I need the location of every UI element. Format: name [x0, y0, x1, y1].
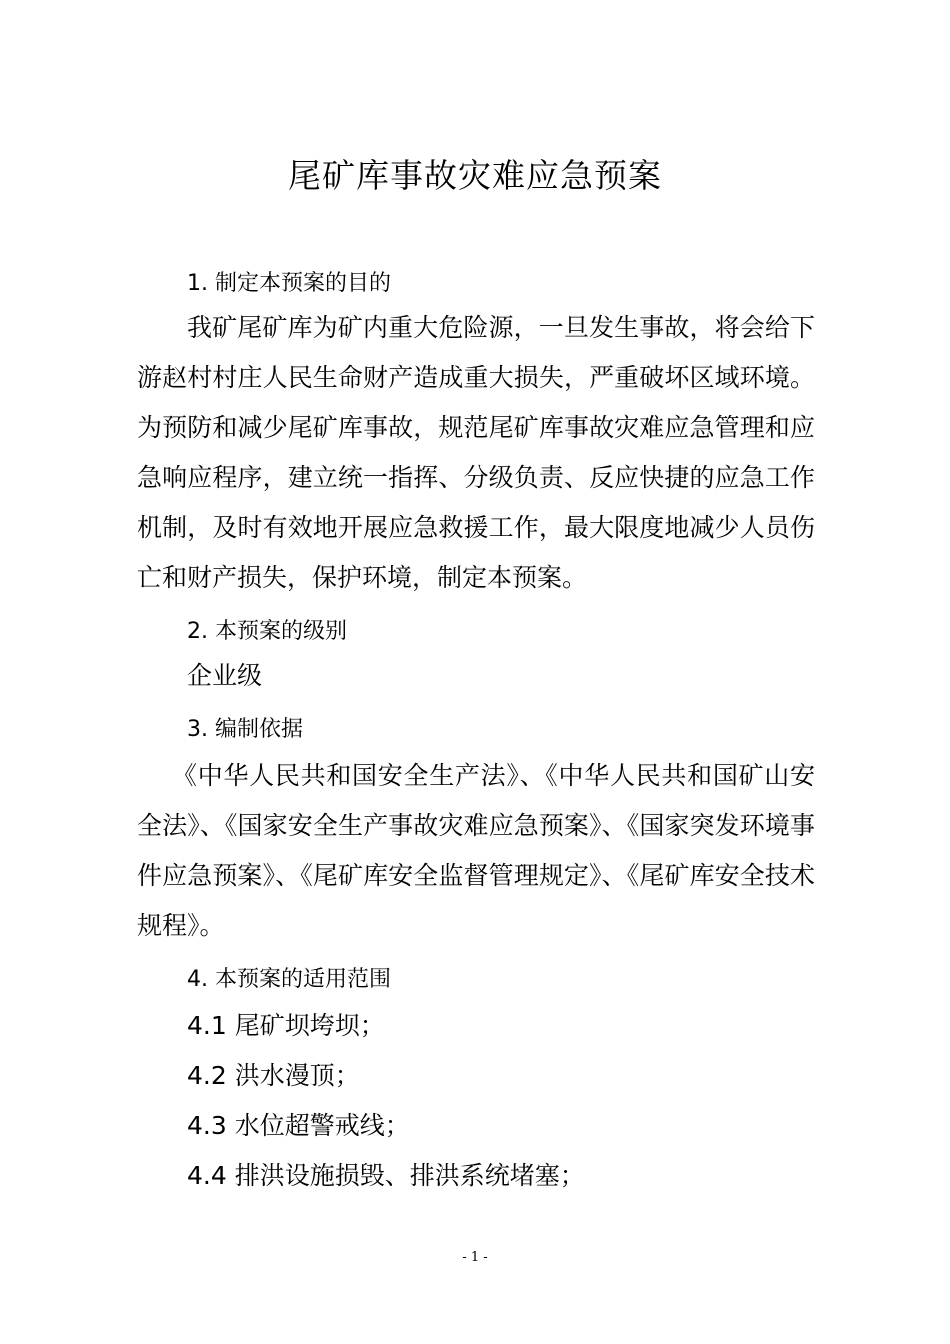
paragraph-line: 机制，及时有效地开展应急救援工作，最大限度地减少人员伤 — [137, 513, 815, 542]
paragraph-line: 全法》、《国家安全生产事故灾难应急预案》、《国家突发环境事 — [137, 811, 815, 840]
paragraph-line: 急响应程序，建立统一指挥、分级负责、反应快捷的应急工作 — [137, 463, 815, 492]
section-2-body: 企业级 — [187, 661, 263, 690]
list-item: 4.1 尾矿坝垮坝； — [187, 1011, 385, 1040]
paragraph-line: 游赵村村庄人民生命财产造成重大损失，严重破坏区域环境。 — [137, 363, 815, 392]
list-item: 4.2 洪水漫顶； — [187, 1061, 360, 1090]
paragraph-line: 规程》。 — [137, 911, 225, 940]
section-4-heading: 4. 本预案的适用范围 — [187, 967, 391, 992]
page-number: - 1 - — [462, 1250, 488, 1265]
document-title: 尾矿库事故灾难应急预案 — [288, 156, 662, 195]
list-item: 4.4 排洪设施损毁、排洪系统堵塞； — [187, 1161, 585, 1190]
section-3-heading: 3. 编制依据 — [187, 717, 303, 742]
paragraph-line: 为预防和减少尾矿库事故，规范尾矿库事故灾难应急管理和应 — [137, 413, 815, 442]
paragraph-line: 我矿尾矿库为矿内重大危险源，一旦发生事故，将会给下 — [187, 313, 815, 342]
paragraph-line: 《中华人民共和国安全生产法》、《中华人民共和国矿山安 — [172, 761, 815, 790]
list-item: 4.3 水位超警戒线； — [187, 1111, 410, 1140]
paragraph-line: 件应急预案》、《尾矿库安全监督管理规定》、《尾矿库安全技术 — [137, 861, 815, 890]
section-2-heading: 2. 本预案的级别 — [187, 619, 347, 644]
section-1-heading: 1. 制定本预案的目的 — [187, 271, 391, 296]
paragraph-line: 亡和财产损失，保护环境，制定本预案。 — [137, 563, 588, 592]
